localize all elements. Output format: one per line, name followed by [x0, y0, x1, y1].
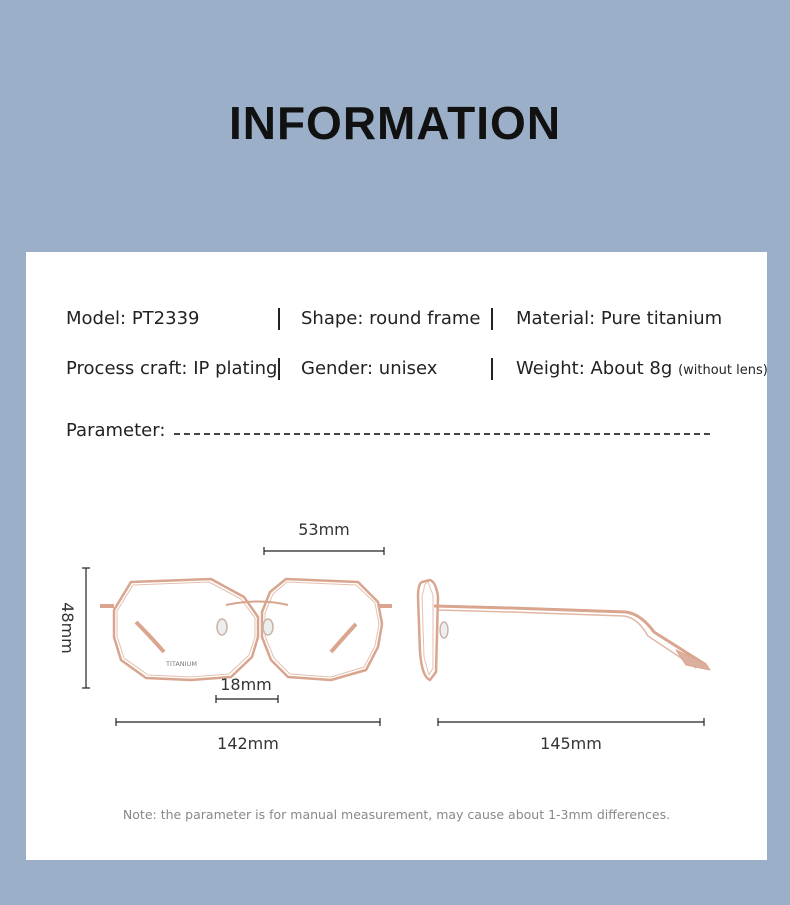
temple-print: TITANIUM: [166, 660, 197, 668]
footnote: Note: the parameter is for manual measurement, may cause about 1-3mm differences.: [122, 807, 671, 822]
temple-tip: [676, 650, 710, 670]
weight-value: Weight: About 8g: [516, 358, 673, 379]
temple-length-label: 145mm: [540, 734, 602, 753]
side-view: [418, 580, 710, 680]
left-temple-fold: [136, 622, 164, 652]
parameter-label: Parameter:: [66, 420, 166, 441]
side-temple: [434, 606, 706, 665]
side-rim: [418, 580, 438, 680]
nose-pad: [263, 619, 273, 635]
glasses-diagram: [26, 252, 767, 860]
bridge-width-label: 18mm: [220, 675, 272, 694]
model-spec: Model: PT2339: [66, 308, 200, 329]
frame-width-label: 142mm: [217, 734, 279, 753]
lens-width-label: 53mm: [298, 520, 350, 539]
lens-height-label: 48mm: [58, 602, 77, 654]
front-view: [100, 579, 392, 680]
right-lens: [262, 579, 382, 680]
side-measure-lines: [438, 718, 704, 726]
page-title: INFORMATION: [228, 97, 562, 149]
info-card: [26, 252, 767, 860]
nose-pad: [217, 619, 227, 635]
weight-note: (without lens): [678, 363, 768, 378]
gender-spec: Gender: unisex: [301, 358, 438, 379]
process-spec: Process craft: IP plating: [66, 358, 278, 379]
bridge-bar: [226, 602, 288, 606]
shape-spec: Shape: round frame: [301, 308, 481, 329]
side-nose-pad: [440, 622, 448, 638]
material-spec: Material: Pure titanium: [516, 308, 723, 329]
right-temple-fold: [331, 624, 356, 652]
front-measure-lines: [82, 547, 384, 726]
